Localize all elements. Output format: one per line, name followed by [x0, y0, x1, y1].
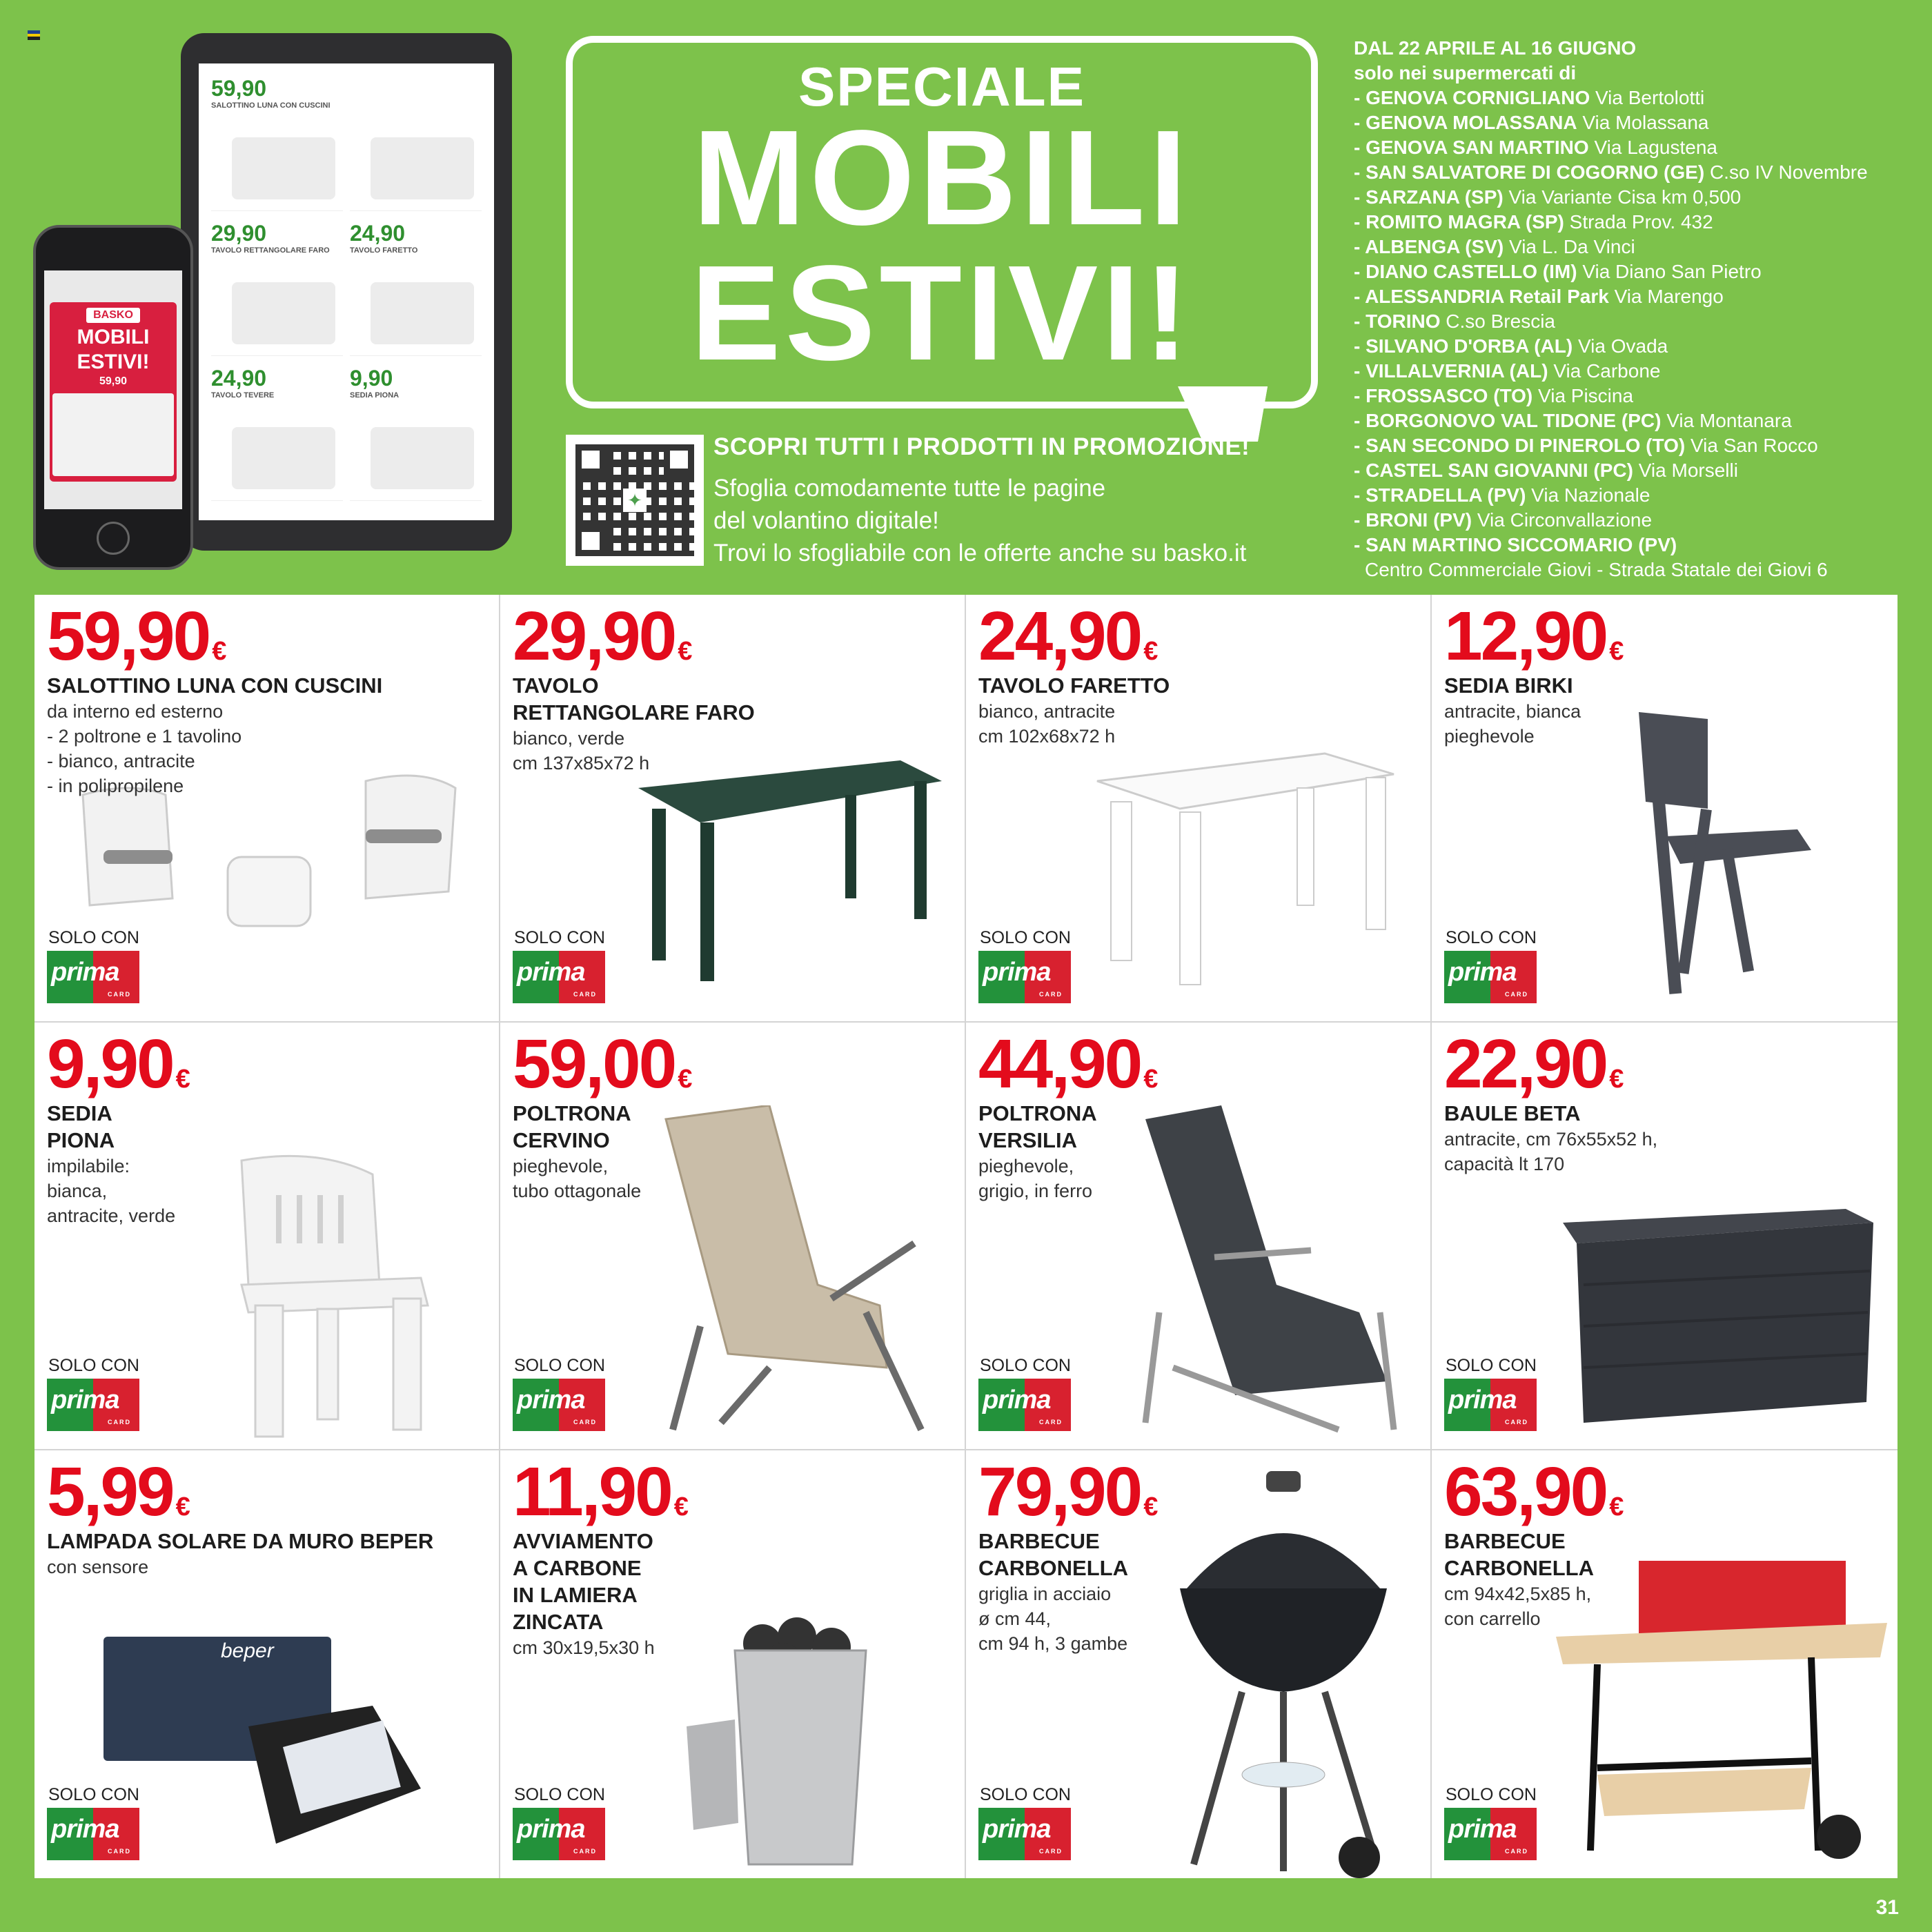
store-item	[1354, 284, 1920, 309]
product-name: POLTRONA CERVINO	[513, 1101, 631, 1152]
product-name: TAVOLO FARETTO	[978, 673, 1170, 698]
product-info	[978, 672, 1170, 749]
product-info	[47, 1100, 175, 1228]
product-description: con sensore	[47, 1557, 149, 1577]
product-card[interactable]	[966, 1023, 1432, 1450]
prima-card-logo	[47, 1808, 139, 1860]
prima-card-logo	[978, 1379, 1071, 1431]
store-address: Via Molassana	[1582, 112, 1709, 133]
prima-card-badge	[513, 928, 605, 1003]
product-description: da interno ed esterno - 2 poltrone e 1 tavolino - bianco, antracite - in polipropilene	[47, 701, 242, 796]
store-item	[1354, 359, 1920, 384]
prima-card-text: CARD	[108, 991, 131, 998]
store-item	[1354, 483, 1920, 508]
store-item	[1354, 86, 1920, 110]
store-list-intro: solo nei supermercati di	[1354, 62, 1577, 83]
store-item	[1354, 533, 1920, 558]
store-address: Via Diano San Pietro	[1582, 261, 1762, 282]
store-address: Strada Prov. 432	[1569, 211, 1713, 233]
product-description: cm 30x19,5x30 h	[513, 1637, 655, 1658]
product-price-value: 24,90	[978, 598, 1141, 675]
store-name: - SAN SALVATORE DI COGORNO (GE)	[1354, 161, 1705, 183]
tablet-product-thumb	[350, 221, 482, 356]
qr-finder-top-right	[664, 444, 694, 475]
headline-line-2: ESTIVI!	[690, 237, 1194, 388]
tablet-product-price: 9,90	[350, 366, 393, 391]
product-price-value: 59,00	[513, 1025, 676, 1103]
product-name: POLTRONA VERSILIA	[978, 1101, 1097, 1152]
store-name: - TORINO	[1354, 310, 1441, 332]
tablet-product-image	[232, 427, 335, 489]
tablet-product-image	[371, 137, 474, 199]
prima-card-badge	[1444, 1785, 1537, 1860]
product-price-value: 11,90	[513, 1453, 671, 1530]
tablet-product-image	[232, 137, 335, 199]
prima-card-badge	[978, 1356, 1071, 1431]
prima-card-badge	[47, 1356, 139, 1431]
product-card[interactable]	[500, 595, 966, 1023]
prima-logo-text: prima	[51, 958, 119, 987]
store-address: Via Piscina	[1538, 385, 1634, 406]
prima-card-badge	[1444, 1356, 1537, 1431]
solo-con-label: SOLO CON	[980, 928, 1071, 947]
product-price-value: 12,90	[1444, 598, 1607, 675]
product-image	[1625, 712, 1832, 1002]
product-image	[214, 1147, 448, 1443]
store-name: - ALBENGA (SV)	[1354, 236, 1504, 257]
store-item	[1354, 160, 1920, 185]
store-list-footer: Centro Commerciale Giovi - Strada Statale dei Giovi 6	[1365, 559, 1828, 580]
product-image	[1132, 1105, 1421, 1450]
product-price-value: 9,90	[47, 1025, 173, 1103]
product-description: pieghevole, grigio, in ferro	[978, 1156, 1093, 1201]
product-name: SALOTTINO LUNA CON CUSCINI	[47, 673, 383, 698]
prima-logo-text: prima	[517, 958, 585, 987]
currency-symbol: €	[175, 1492, 190, 1521]
currency-symbol: €	[175, 1065, 190, 1094]
qr-logo-icon: ✦	[623, 489, 647, 512]
store-address: Via Montanara	[1666, 410, 1792, 431]
product-card[interactable]	[966, 595, 1432, 1023]
store-item	[1354, 433, 1920, 458]
product-name: LAMPADA SOLARE DA MURO BEPER	[47, 1529, 434, 1553]
currency-symbol: €	[673, 1492, 689, 1521]
tablet-product-thumb	[350, 366, 482, 501]
prima-card-logo	[513, 951, 605, 1003]
product-name: BAULE BETA	[1444, 1101, 1581, 1125]
product-card[interactable]	[1432, 595, 1897, 1023]
prima-card-logo	[1444, 1379, 1537, 1431]
speciale-label: SPECIALE	[798, 56, 1086, 117]
store-name: - CASTEL SAN GIOVANNI (PC)	[1354, 460, 1633, 481]
solo-con-label: SOLO CON	[1446, 1785, 1537, 1804]
product-info	[47, 672, 382, 798]
product-image	[1556, 1195, 1880, 1430]
store-item	[1354, 210, 1920, 235]
store-item	[1354, 458, 1920, 483]
prima-card-badge	[47, 1785, 139, 1860]
phone-price: 59,90	[99, 375, 128, 387]
headline-line-1: MOBILI	[693, 102, 1191, 253]
product-card[interactable]	[1432, 1450, 1897, 1878]
tablet-product-name: TAVOLO TEVERE	[211, 391, 275, 400]
store-item	[1354, 508, 1920, 533]
store-item	[1354, 259, 1920, 284]
qr-finder-bottom-left	[575, 526, 606, 556]
solo-con-label: SOLO CON	[980, 1356, 1071, 1375]
store-item	[1354, 110, 1920, 135]
product-card[interactable]	[34, 595, 500, 1023]
store-address: Via Carbone	[1553, 360, 1661, 382]
store-name: - ALESSANDRIA Retail Park	[1354, 286, 1609, 307]
store-name: - BORGONOVO VAL TIDONE (PC)	[1354, 410, 1662, 431]
solo-con-label: SOLO CON	[980, 1785, 1071, 1804]
prima-logo-text: prima	[517, 1386, 585, 1414]
currency-symbol: €	[1143, 1492, 1159, 1521]
product-info	[513, 1100, 641, 1203]
qr-finder-top-left	[575, 444, 606, 475]
phone-promo-card	[50, 302, 177, 482]
tablet-product-thumb	[211, 366, 343, 501]
product-name: AVVIAMENTO A CARBONE IN LAMIERA ZINCATA	[513, 1529, 653, 1634]
prima-card-logo	[47, 1379, 139, 1431]
product-info	[978, 1100, 1097, 1203]
digital-flyer-devices	[33, 33, 516, 578]
prima-card-text: CARD	[1505, 1848, 1528, 1855]
phone-furniture-image	[52, 393, 174, 476]
store-name: - GENOVA CORNIGLIANO	[1354, 87, 1590, 108]
currency-symbol: €	[1143, 1065, 1159, 1094]
basko-logo: BASKO	[86, 308, 140, 323]
cta-line: Trovi lo sfogliabile con le offerte anche su basko.it	[713, 540, 1247, 566]
prima-logo-text: prima	[983, 1815, 1051, 1844]
prima-card-logo	[513, 1379, 605, 1431]
prima-card-text: CARD	[108, 1419, 131, 1426]
store-name: - STRADELLA (PV)	[1354, 484, 1526, 506]
tablet-product-name: SALOTTINO LUNA CON CUSCINI	[211, 101, 331, 110]
product-card[interactable]	[500, 1450, 966, 1878]
prima-card-badge	[513, 1356, 605, 1431]
prima-card-text: CARD	[573, 991, 597, 998]
product-image	[673, 1602, 914, 1878]
store-address: Via Nazionale	[1531, 484, 1650, 506]
store-address: C.so IV Novembre	[1709, 161, 1868, 183]
solo-con-label: SOLO CON	[48, 928, 139, 947]
solo-con-label: SOLO CON	[514, 1356, 605, 1375]
product-price-value: 22,90	[1444, 1025, 1607, 1103]
prima-logo-text: prima	[1448, 1815, 1517, 1844]
store-name: - GENOVA SAN MARTINO	[1354, 137, 1589, 158]
product-info	[978, 1528, 1128, 1656]
product-price-value: 5,99	[47, 1453, 173, 1530]
product-grid	[34, 595, 1897, 1878]
validity-dates: DAL 22 APRILE AL 16 GIUGNO	[1354, 37, 1637, 59]
store-name: - VILLALVERNIA (AL)	[1354, 360, 1548, 382]
product-description: antracite, cm 76x55x52 h, capacità lt 170	[1444, 1129, 1658, 1174]
solo-con-label: SOLO CON	[514, 1785, 605, 1804]
phone-home-button-icon	[97, 522, 130, 555]
currency-symbol: €	[1143, 637, 1159, 666]
product-image	[659, 1105, 949, 1450]
product-info	[513, 672, 755, 776]
product-card[interactable]	[966, 1450, 1432, 1878]
phone-mockup	[33, 225, 193, 570]
store-name: - DIANO CASTELLO (IM)	[1354, 261, 1577, 282]
prima-card-logo	[513, 1808, 605, 1860]
product-image	[1556, 1561, 1887, 1878]
store-address: Via Marengo	[1614, 286, 1724, 307]
store-address: Via Bertolotti	[1595, 87, 1705, 108]
solo-con-label: SOLO CON	[48, 1356, 139, 1375]
product-description: pieghevole, tubo ottagonale	[513, 1156, 642, 1201]
prima-logo-text: prima	[983, 1386, 1051, 1414]
prima-card-badge	[47, 928, 139, 1003]
prima-card-text: CARD	[1039, 991, 1063, 998]
store-address: Via Circonvallazione	[1477, 509, 1653, 531]
product-price-value: 44,90	[978, 1025, 1141, 1103]
cta-title: SCOPRI TUTTI I PRODOTTI IN PROMOZIONE!	[713, 433, 1250, 460]
store-address: Via L. Da Vinci	[1509, 236, 1635, 257]
prima-logo-text: prima	[51, 1815, 119, 1844]
solo-con-label: SOLO CON	[1446, 928, 1537, 947]
store-name: - ROMITO MAGRA (SP)	[1354, 211, 1564, 233]
product-name: BARBECUE CARBONELLA	[1444, 1529, 1594, 1580]
prima-card-text: CARD	[108, 1848, 131, 1855]
product-info	[1444, 1528, 1594, 1631]
store-name: - FROSSASCO (TO)	[1354, 385, 1533, 406]
tablet-product-price: 24,90	[211, 366, 267, 391]
product-description: bianco, antracite cm 102x68x72 h	[978, 701, 1116, 747]
tablet-screen	[199, 63, 494, 520]
tablet-product-name: TAVOLO FARETTO	[350, 246, 418, 255]
svg-text:beper: beper	[221, 1639, 274, 1662]
phone-screen	[44, 270, 182, 509]
product-name: SEDIA PIONA	[47, 1101, 115, 1152]
store-item	[1354, 309, 1920, 334]
store-name: - SILVANO D'ORBA (AL)	[1354, 335, 1573, 357]
prima-card-logo	[1444, 1808, 1537, 1860]
product-info	[1444, 1100, 1657, 1176]
cta-line: del volantino digitale!	[713, 507, 939, 534]
digital-flyer-cta	[713, 433, 1250, 569]
store-address: Via San Rocco	[1690, 435, 1818, 456]
tablet-product-thumb	[211, 221, 343, 356]
tablet-product-price: 29,90	[211, 221, 267, 246]
store-item	[1354, 185, 1920, 210]
cta-line: Sfoglia comodamente tutte le pagine	[713, 475, 1106, 502]
store-item	[1354, 334, 1920, 359]
product-image	[1090, 747, 1408, 995]
prima-logo-text: prima	[517, 1815, 585, 1844]
store-item	[1354, 235, 1920, 259]
product-image	[97, 1623, 483, 1857]
prima-card-logo	[978, 1808, 1071, 1860]
tablet-mockup	[181, 33, 512, 551]
prima-card-text: CARD	[573, 1848, 597, 1855]
product-name: TAVOLO RETTANGOLARE FARO	[513, 673, 755, 724]
page-number: 31	[1875, 1896, 1899, 1919]
prima-card-badge	[978, 928, 1071, 1003]
product-info	[513, 1528, 655, 1660]
store-name: - SAN SECONDO DI PINEROLO (TO)	[1354, 435, 1686, 456]
store-address: Via Ovada	[1578, 335, 1668, 357]
store-address: Via Lagustena	[1594, 137, 1717, 158]
prima-card-badge	[1444, 928, 1537, 1003]
product-name: SEDIA BIRKI	[1444, 673, 1573, 698]
product-card[interactable]	[34, 1450, 500, 1878]
prima-logo-text: prima	[1448, 958, 1517, 987]
product-card[interactable]	[500, 1023, 966, 1450]
prima-card-text: CARD	[1505, 991, 1528, 998]
currency-symbol: €	[1609, 637, 1624, 666]
store-list	[1354, 36, 1920, 582]
product-image	[1152, 1464, 1414, 1878]
product-price-value: 79,90	[978, 1453, 1141, 1530]
product-card[interactable]	[1432, 1023, 1897, 1450]
qr-pattern	[575, 444, 694, 556]
store-address: Via Morselli	[1638, 460, 1738, 481]
store-name: - BRONI (PV)	[1354, 509, 1472, 531]
tablet-product-name: SEDIA PIONA	[350, 391, 400, 400]
tablet-product-image	[371, 282, 474, 344]
prima-logo-text: prima	[51, 1386, 119, 1414]
store-name: - SAN MARTINO SICCOMARIO (PV)	[1354, 534, 1677, 555]
product-description: griglia in acciaio ø cm 44, cm 94 h, 3 gambe	[978, 1584, 1128, 1654]
product-price-value: 63,90	[1444, 1453, 1607, 1530]
solo-con-label: SOLO CON	[48, 1785, 139, 1804]
qr-code[interactable]	[566, 435, 704, 566]
prima-card-text: CARD	[1039, 1848, 1063, 1855]
prima-card-badge	[978, 1785, 1071, 1860]
prima-card-text: CARD	[573, 1419, 597, 1426]
currency-symbol: €	[678, 1065, 693, 1094]
tablet-product-name: TAVOLO RETTANGOLARE FARO	[211, 246, 330, 255]
store-name: - SARZANA (SP)	[1354, 186, 1504, 208]
tablet-product-price: 59,90	[211, 76, 267, 101]
prima-card-text: CARD	[1505, 1419, 1528, 1426]
product-description: bianco, verde cm 137x85x72 h	[513, 728, 650, 773]
product-description: antracite, bianca pieghevole	[1444, 701, 1581, 747]
store-item	[1354, 384, 1920, 408]
solo-con-label: SOLO CON	[1446, 1356, 1537, 1375]
tablet-product-image	[371, 427, 474, 489]
currency-symbol: €	[1609, 1065, 1624, 1094]
product-price-value: 29,90	[513, 598, 676, 675]
product-card[interactable]	[34, 1023, 500, 1450]
currency-symbol: €	[212, 637, 227, 666]
prima-card-badge	[513, 1785, 605, 1860]
product-info	[1444, 672, 1581, 749]
prima-card-text: CARD	[1039, 1419, 1063, 1426]
store-item	[1354, 408, 1920, 433]
phone-title-2: ESTIVI!	[77, 351, 150, 373]
prima-card-logo	[978, 951, 1071, 1003]
tablet-product-image	[232, 282, 335, 344]
prima-card-logo	[1444, 951, 1537, 1003]
store-address: Via Variante Cisa km 0,500	[1508, 186, 1742, 208]
store-item	[1354, 135, 1920, 160]
store-name: - GENOVA MOLASSANA	[1354, 112, 1577, 133]
tablet-product-thumb	[350, 76, 482, 211]
store-address: C.so Brescia	[1446, 310, 1555, 332]
tablet-product-price: 24,90	[350, 221, 406, 246]
product-description: impilabile: bianca, antracite, verde	[47, 1156, 176, 1226]
product-name: BARBECUE CARBONELLA	[978, 1529, 1128, 1580]
prima-logo-text: prima	[983, 958, 1051, 987]
product-description: cm 94x42,5x85 h, con carrello	[1444, 1584, 1592, 1629]
prima-logo-text: prima	[1448, 1386, 1517, 1414]
tablet-product-thumb	[211, 76, 343, 211]
prima-card-logo	[47, 951, 139, 1003]
product-price-value: 59,90	[47, 598, 210, 675]
currency-symbol: €	[678, 637, 693, 666]
currency-symbol: €	[1609, 1492, 1624, 1521]
product-info	[47, 1528, 433, 1579]
product-image	[624, 753, 956, 988]
phone-title-1: MOBILI	[77, 326, 150, 348]
solo-con-label: SOLO CON	[514, 928, 605, 947]
headline	[566, 102, 1318, 388]
